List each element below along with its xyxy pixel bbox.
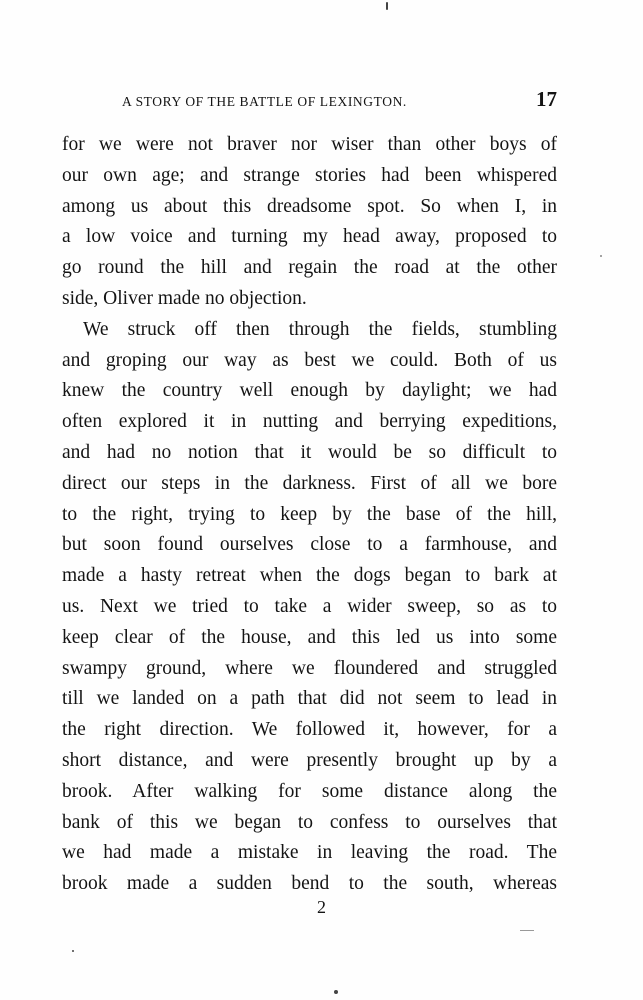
text-line: a low voice and turning my head away, proposed to [62,226,557,248]
text-line: brook made a sudden bend to the south, whereas [62,873,557,895]
text-line: often explored it in nutting and berrying expeditions, [62,411,557,433]
text-line: but soon found ourselves close to a farmhouse, and [62,534,557,556]
print-speck [72,950,74,952]
text-line: short distance, and were presently brought up by a [62,749,557,771]
text-line: us. Next we tried to take a wider sweep, so as to [62,595,557,617]
text-line: and had no notion that it would be so difficult to [62,441,557,463]
text-line: till we landed on a path that did not seem to lead in [62,688,557,710]
print-speck [600,255,602,257]
text-line: We struck off then through the fields, stumbling [83,318,557,340]
text-line: side, Oliver made no objection. [62,287,307,309]
text-line: and groping our way as best we could. Both of us [62,349,557,371]
text-line: swampy ground, where we floundered and struggled [62,657,557,679]
paragraph-1 [62,130,557,315]
text-line: direct our steps in the darkness. First of all we bore [62,472,557,494]
paragraph-2 [62,315,557,900]
signature-mark: 2 [317,897,326,917]
print-speck [386,2,388,10]
text-line: the right direction. We followed it, however, for a [62,719,557,741]
running-head [62,86,557,116]
text-line: made a hasty retreat when the dogs began to bark at [62,565,557,587]
print-speck [334,990,338,994]
print-speck [520,930,534,931]
text-line: for we were not braver nor wiser than other boys of [62,134,557,155]
body-text [62,130,557,900]
text-line: brook. After walking for some distance along the [62,780,557,802]
text-line: to the right, trying to keep by the base of the hill, [62,503,557,525]
text-line: we had made a mistake in leaving the road. The [62,842,557,864]
running-title: A STORY OF THE BATTLE OF LEXINGTON. [122,94,407,109]
text-line: knew the country well enough by daylight; we had [62,380,557,402]
text-line: among us about this dreadsome spot. So when I, in [62,195,557,217]
text-line: go round the hill and regain the road at the other [62,257,557,279]
page-number: 17 [536,87,557,111]
text-line: bank of this we began to confess to ourselves that [62,811,557,833]
text-line: keep clear of the house, and this led us into some [62,626,557,648]
text-line: our own age; and strange stories had been whispered [62,164,557,186]
